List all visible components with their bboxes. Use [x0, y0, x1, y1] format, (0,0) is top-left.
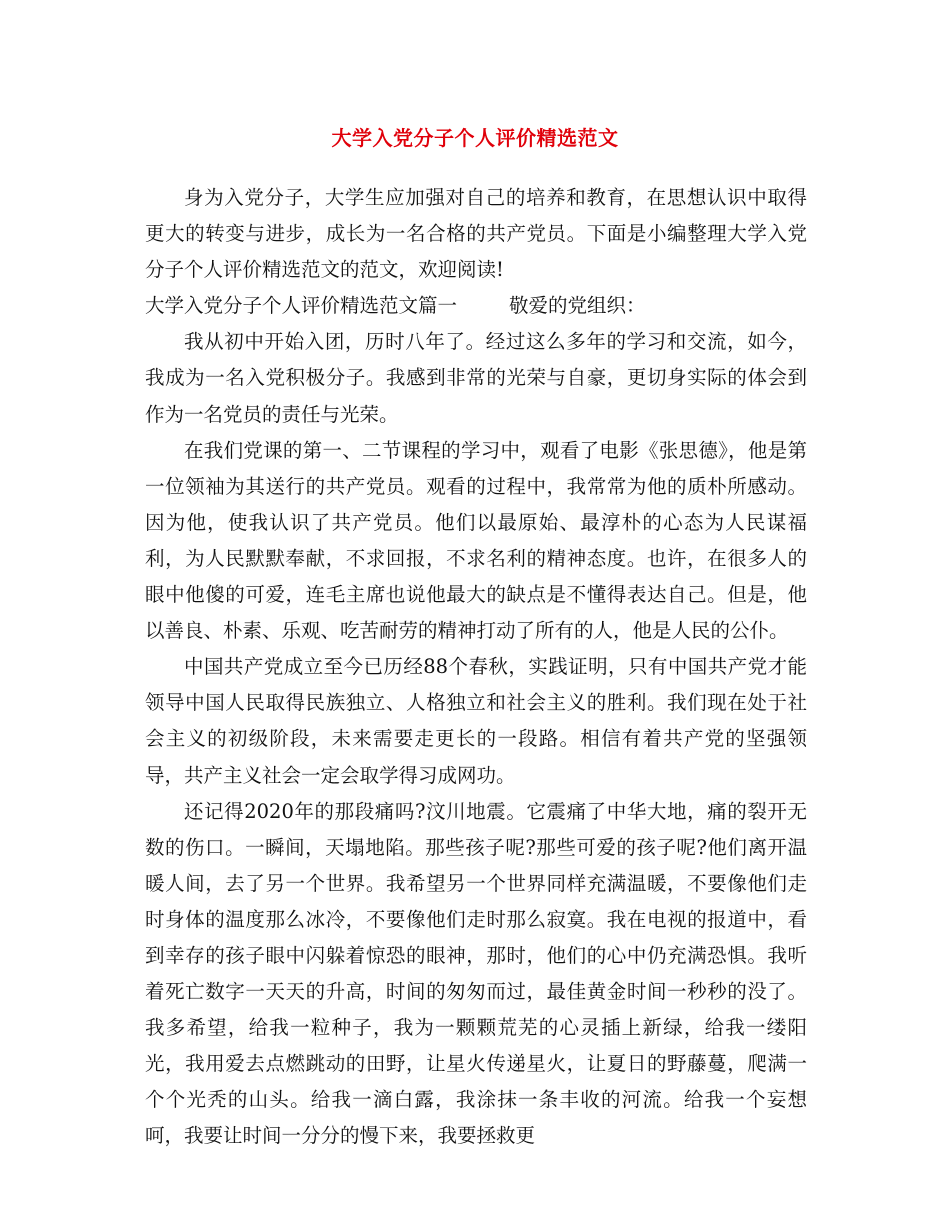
document-body	[145, 180, 807, 1155]
salutation: 敬爱的党组织：	[509, 294, 646, 318]
document-title: 大学入党分子个人评价精选范文	[331, 126, 619, 150]
section-heading: 大学入党分子个人评价精选范文篇一	[145, 294, 458, 318]
body-paragraph-4: 还记得2020年的那段痛吗?汶川地震。它震痛了中华大地，痛的裂开无数的伤口。一瞬间，天塌地陷。那些孩子呢?那些可爱的孩子呢?他们离开温暖人间，去了另一个世界。我希望另一个世界同样充满温暖，不要像他们走时身体的温度那么冰冷，不要像他们走时那么寂寞。我在电视的报道中，看到幸存的孩子眼中闪躲着惊恐的眼神，那时，他们的心中仍充满恐惧。我听着死亡数字一天天的升高，时间的匆匆而过，最佳黄金时间一秒秒的没了。我多希望，给我一粒种子，我为一颗颗荒芜的心灵插上新绿，给我一缕阳光，我用爱去点燃跳动的田野，让星火传递星火，让夏日的野藤蔓，爬满一个个光秃的山头。给我一滴白露，我涂抹一条丰收的河流。给我一个妄想呵，我要让时间一分分的慢下来，我要拯救更	[145, 799, 807, 1148]
intro-paragraph: 身为入党分子，大学生应加强对自己的培养和教育，在思想认识中取得更大的转变与进步，成长为一名合格的共产党员。下面是小编整理大学入党分子个人评价精选范文的范文，欢迎阅读!	[145, 186, 807, 282]
body-paragraph-1: 我从初中开始入团，历时八年了。经过这么多年的学习和交流，如今，我成为一名入党积极分子。我感到非常的光荣与自豪，更切身实际的体会到作为一名党员的责任与光荣。	[145, 330, 807, 426]
body-paragraph-3: 中国共产党成立至今已历经88个春秋，实践证明，只有中国共产党才能领导中国人民取得民族独立、人格独立和社会主义的胜利。我们现在处于社会主义的初级阶段，未来需要走更长的一段路。相信有着共产党的坚强领导，共产主义社会一定会取学得习成网功。	[145, 655, 807, 787]
body-paragraph-2: 在我们党课的第一、二节课程的学习中，观看了电影《张思德》，他是第一位领袖为其送行的共产党员。观看的过程中，我常常为他的质朴所感动。因为他，使我认识了共产党员。他们以最原始、最淳朴的心态为人民谋福利，为人民默默奉献，不求回报，不求名利的精神态度。也许，在很多人的眼中他傻的可爱，连毛主席也说他最大的缺点是不懂得表达自己。但是，他以善良、朴素、乐观、吃苦耐劳的精神打动了所有的人，他是人民的公仆。	[145, 438, 807, 643]
section-heading-line	[145, 288, 807, 324]
